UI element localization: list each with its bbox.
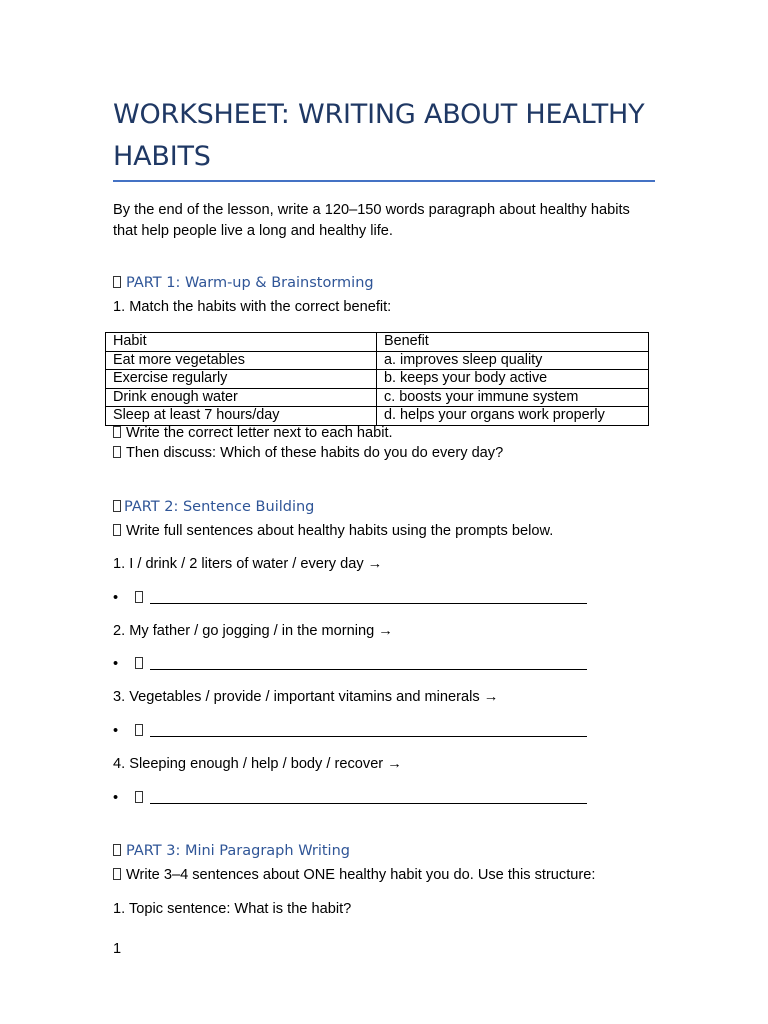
table-cell-benefit: d. helps your organs work properly [377,407,649,426]
missing-glyph-icon [113,524,121,536]
part1-instruction: 1. Match the habits with the correct benefit: [113,299,392,315]
answer-blank[interactable] [150,589,587,604]
missing-glyph-icon [113,426,121,438]
answer-line-4 [113,789,587,806]
table-cell-habit: Exercise regularly [106,370,377,389]
missing-glyph-icon [113,500,121,512]
prompt-3: 3. Vegetables / provide / important vitamins and minerals → [113,689,499,705]
part1-note-write-letter [113,425,393,441]
missing-glyph-icon [113,446,121,458]
bullet: • [113,723,119,739]
table-cell-habit: Drink enough water [106,388,377,407]
part3-heading [113,843,350,859]
answer-blank[interactable] [150,655,587,670]
note-text: Then discuss: Which of these habits do you do every day? [126,445,504,461]
prompt-1: 1. I / drink / 2 liters of water / every day → [113,556,383,572]
table-cell-benefit: b. keeps your body active [377,370,649,389]
table-row [106,407,649,426]
bullet: • [113,590,119,606]
prompt-2: 2. My father / go jogging / in the morning → [113,623,393,639]
part2-heading [113,499,314,515]
missing-glyph-icon [135,724,143,736]
answer-line-1 [113,589,587,606]
part3-instruction [113,867,595,883]
answer-blank[interactable] [150,722,587,737]
part2-instruction [113,523,553,539]
part1-heading-text: PART 1: Warm-up & Brainstorming [126,275,374,291]
part3-step-1: 1. Topic sentence: What is the habit? [113,901,352,917]
worksheet-title: WORKSHEET: WRITING ABOUT HEALTHY HABITS [113,99,645,172]
part1-heading [113,275,374,291]
missing-glyph-icon [113,844,121,856]
bullet: • [113,656,119,672]
bullet: • [113,790,119,806]
table-cell-benefit: a. improves sleep quality [377,351,649,370]
matching-table [105,332,649,426]
table-cell-benefit: c. boosts your immune system [377,388,649,407]
table-header-row [106,333,649,352]
intro-paragraph: By the end of the lesson, write a 120–150 words paragraph about healthy habits that help people live a long and healthy life. [113,202,630,239]
part2-heading-text: PART 2: Sentence Building [124,499,315,515]
part3-heading-text: PART 3: Mini Paragraph Writing [126,843,350,859]
page-number: 1 [113,941,122,957]
missing-glyph-icon [135,657,143,669]
table-header-habit: Habit [106,333,377,352]
answer-line-2 [113,655,587,672]
table-row [106,370,649,389]
instruction-text: Write full sentences about healthy habits using the prompts below. [126,523,554,539]
table-header-benefit: Benefit [377,333,649,352]
note-text: Write the correct letter next to each habit. [126,425,393,441]
instruction-text: Write 3–4 sentences about ONE healthy habit you do. Use this structure: [126,867,596,883]
missing-glyph-icon [113,868,121,880]
table-row [106,351,649,370]
title-underline [113,180,655,182]
missing-glyph-icon [113,276,121,288]
prompt-4: 4. Sleeping enough / help / body / recover → [113,756,402,772]
missing-glyph-icon [135,791,143,803]
missing-glyph-icon [135,591,143,603]
table-cell-habit: Eat more vegetables [106,351,377,370]
answer-line-3 [113,722,587,739]
table-cell-habit: Sleep at least 7 hours/day [106,407,377,426]
answer-blank[interactable] [150,789,587,804]
part1-note-discuss [113,445,503,461]
table-row [106,388,649,407]
